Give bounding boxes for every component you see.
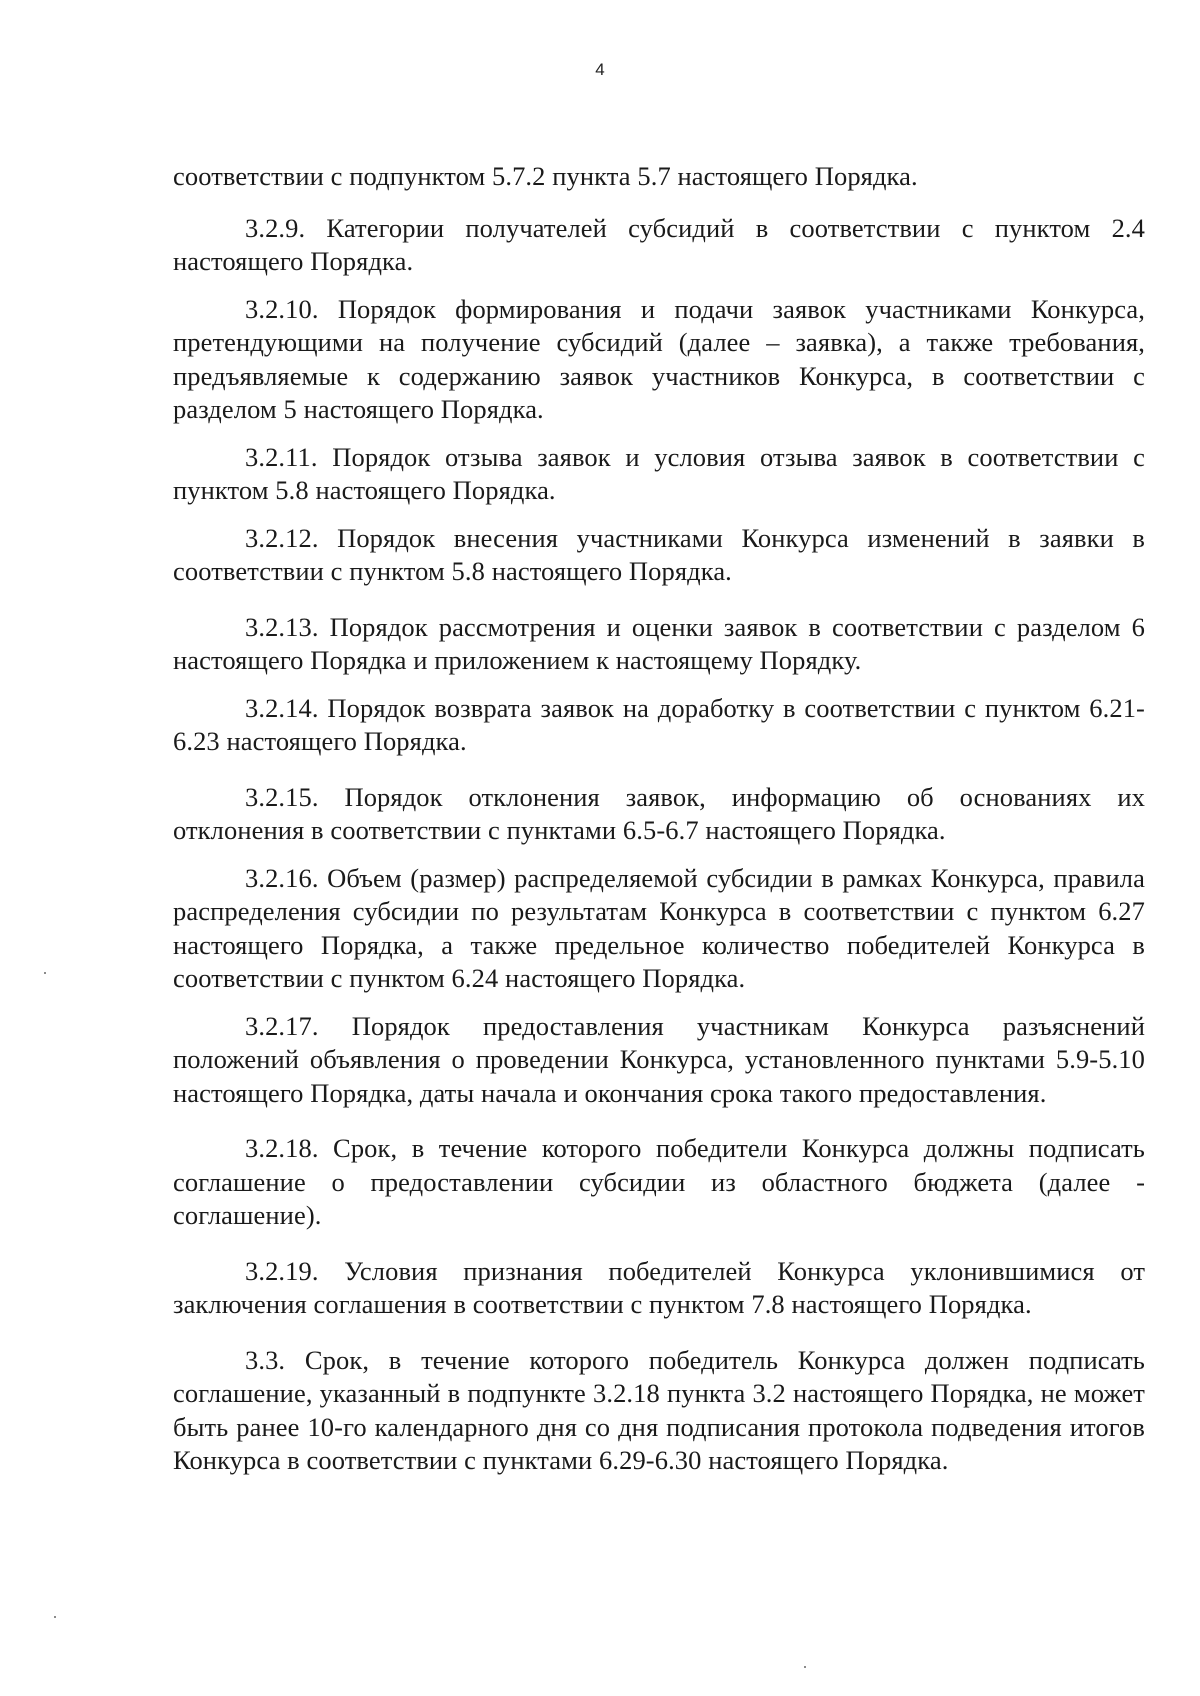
paragraph-3-2-15: 3.2.15. Порядок отклонения заявок, информацию об основаниях их отклонения в соответствии с пунктами 6.5-6.7 настоящего Порядка. — [173, 781, 1145, 845]
paragraph-3-2-19: 3.2.19. Условия признания победителей Конкурса уклонившимися от заключения соглашения в соответствии с пунктом 7.8 настоящего Порядка. — [173, 1255, 1145, 1319]
page-number: 4 — [595, 60, 605, 79]
paragraph-3-2-18: 3.2.18. Срок, в течение которого победители Конкурса должны подписать соглашение о предоставлении субсидии из областного бюджета (далее - соглашение). — [173, 1133, 1145, 1230]
document-body — [173, 160, 1145, 1492]
paragraph-3-2-12: 3.2.12. Порядок внесения участниками Конкурса изменений в заявки в соответствии с пунктом 5.8 настоящего Порядка. — [173, 522, 1145, 586]
scan-speck — [54, 1616, 56, 1618]
paragraph-3-2-13: 3.2.13. Порядок рассмотрения и оценки заявок в соответствии с разделом 6 настоящего Порядка и приложением к настоящему Порядку. — [173, 611, 1145, 675]
paragraph-3-2-14: 3.2.14. Порядок возврата заявок на доработку в соответствии с пунктом 6.21-6.23 настоящего Порядка. — [173, 692, 1145, 756]
paragraph-3-2-11: 3.2.11. Порядок отзыва заявок и условия отзыва заявок в соответствии с пунктом 5.8 настоящего Порядка. — [173, 441, 1145, 505]
paragraph-3-2-17: 3.2.17. Порядок предоставления участникам Конкурса разъяснений положений объявления о проведении Конкурса, установленного пунктами 5.9-5.10 настоящего Порядка, даты начала и окончания срока такого предоставления. — [173, 1010, 1145, 1108]
paragraph-3-2-16: 3.2.16. Объем (размер) распределяемой субсидии в рамках Конкурса, правила распределения субсидии по результатам Конкурса в соответствии с пунктом 6.27 настоящего Порядка, а также предельное количество победителей Конкурса в соответствии с пунктом 6.24 настоящего Порядка. — [173, 862, 1145, 993]
scan-speck — [804, 1666, 806, 1668]
scan-speck — [44, 972, 46, 974]
paragraph-3-2-9: 3.2.9. Категории получателей субсидий в соответствии с пунктом 2.4 настоящего Порядка. — [173, 212, 1145, 276]
paragraph-3-2-10: 3.2.10. Порядок формирования и подачи заявок участниками Конкурса, претендующими на получение субсидий (далее – заявка), а также требования, предъявляемые к содержанию заявок участников Конкурса, в соответствии с разделом 5 настоящего Порядка. — [173, 293, 1145, 424]
paragraph-continuation: соответствии с подпунктом 5.7.2 пункта 5.7 настоящего Порядка. — [173, 161, 918, 191]
paragraph-3-3: 3.3. Срок, в течение которого победитель Конкурса должен подписать соглашение, указанный в подпункте 3.2.18 пункта 3.2 настоящего Порядка, не может быть ранее 10-го календарного дня со дня подписания протокола подведения итогов Конкурса в соответствии с пунктами 6.29-6.30 настоящего Порядка. — [173, 1344, 1145, 1475]
